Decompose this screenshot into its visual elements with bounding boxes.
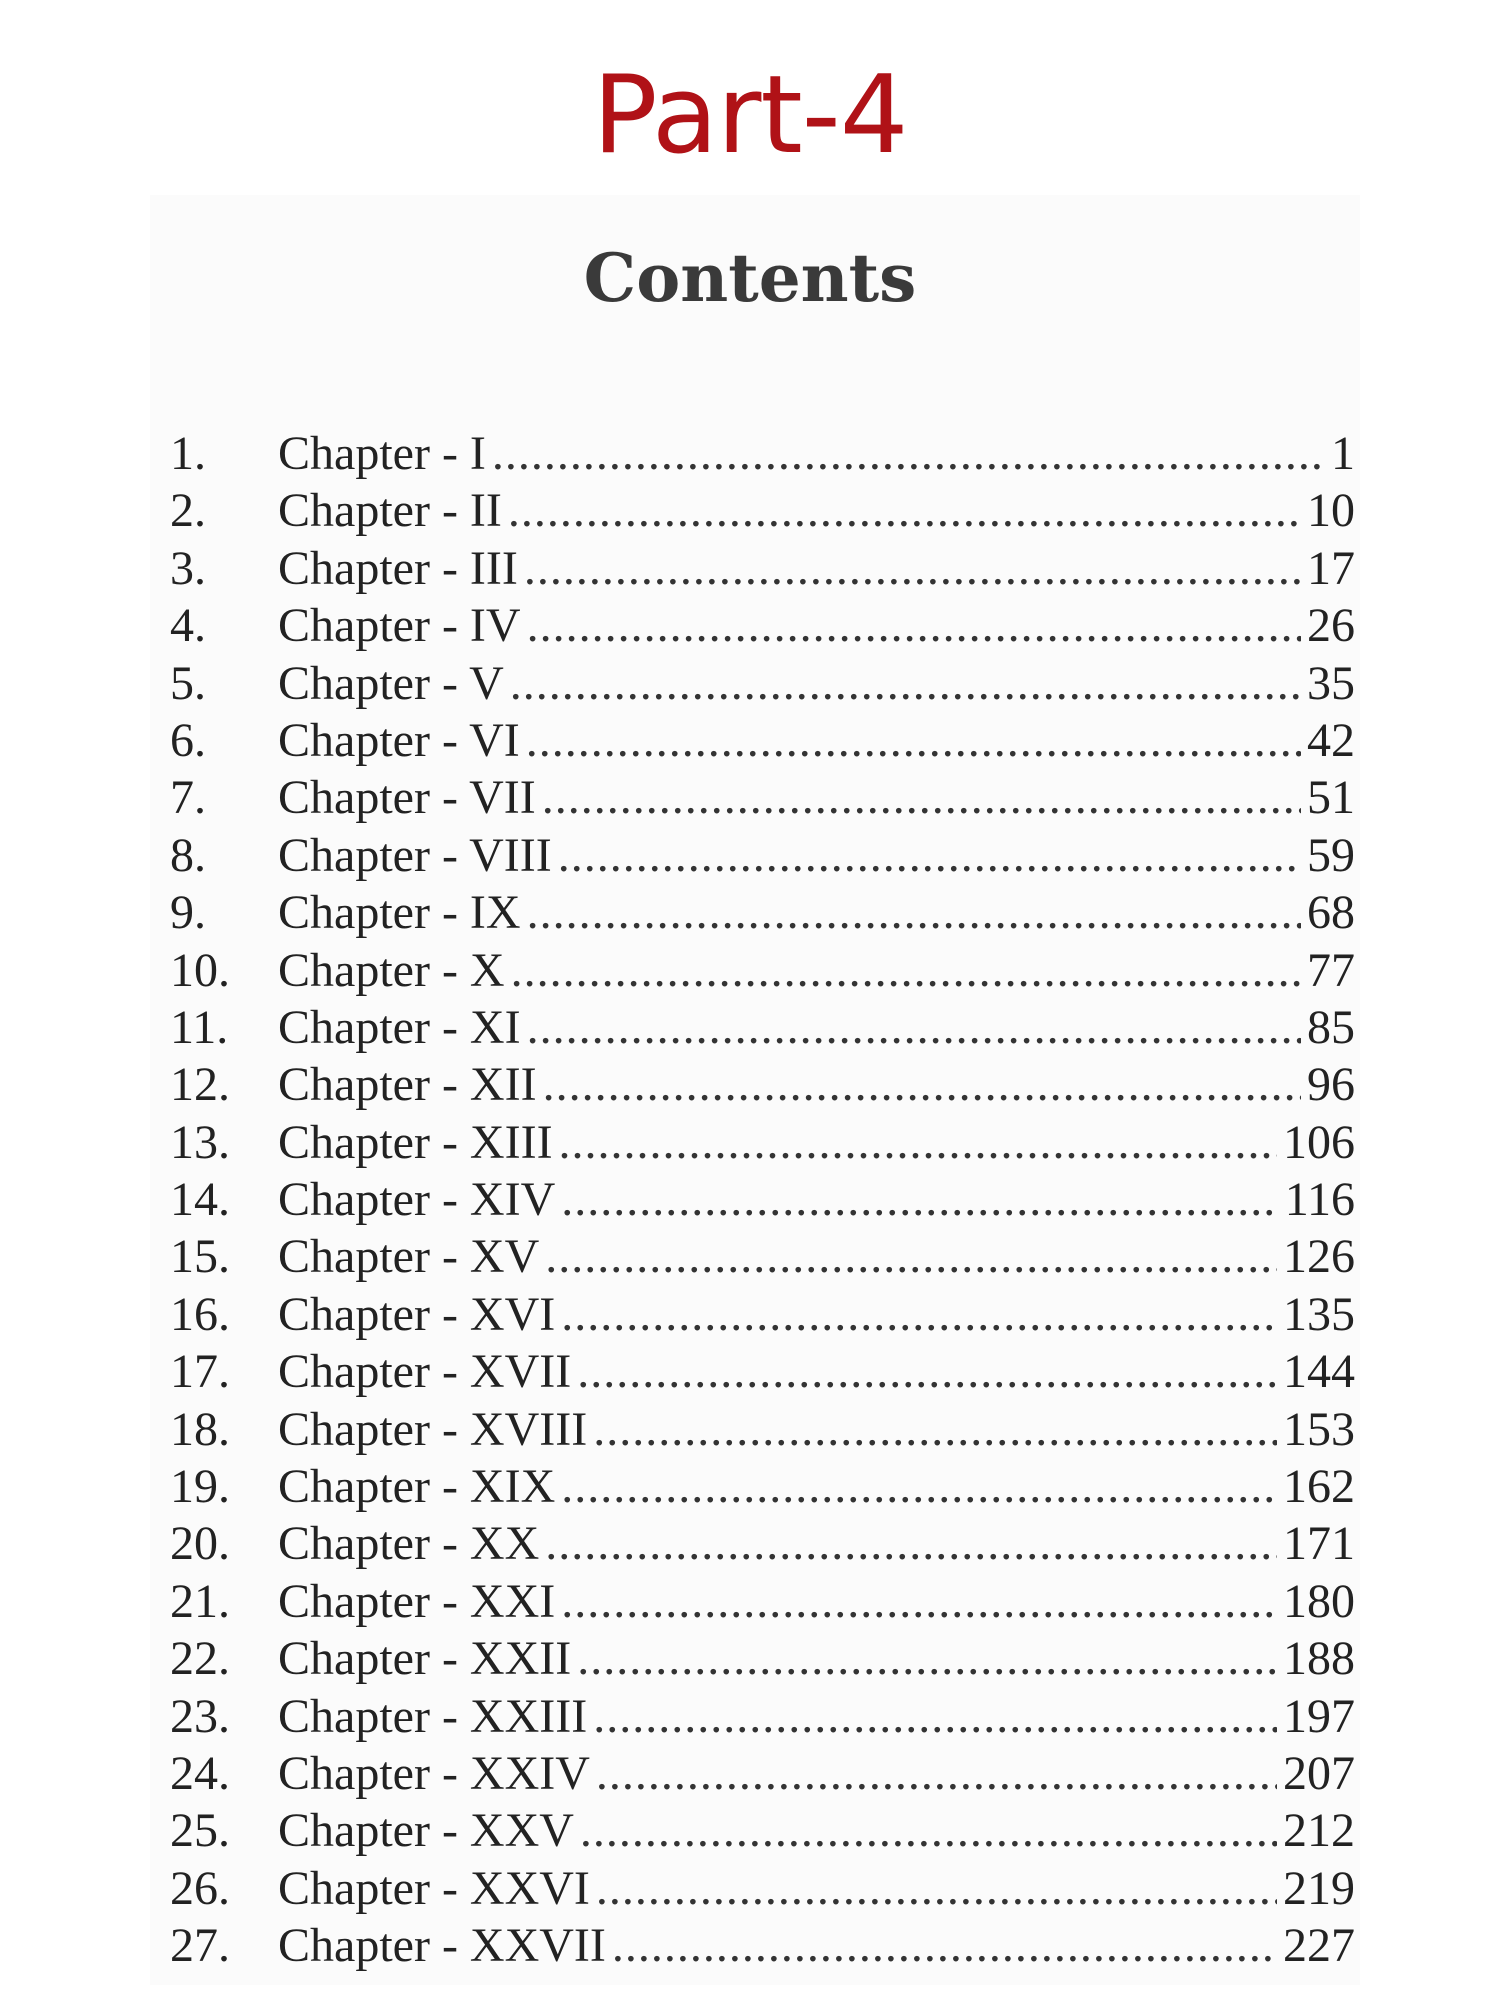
toc-dot-leader <box>593 1688 1277 1745</box>
toc-entry <box>170 425 1355 482</box>
toc-entry-page-number: 96 <box>1307 1058 1355 1112</box>
toc-dot-leader <box>526 712 1301 769</box>
toc-entry-title: Chapter - XIX <box>278 1460 556 1514</box>
toc-entry <box>170 1056 1355 1113</box>
toc-entry-number: 7. <box>170 771 206 825</box>
toc-entry <box>170 482 1355 539</box>
contents-heading <box>0 239 1500 317</box>
toc-entry <box>170 1114 1355 1171</box>
toc-entry <box>170 712 1355 769</box>
toc-entry-number: 1. <box>170 427 206 480</box>
toc-entry-number: 14. <box>170 1173 230 1227</box>
toc-entry-title: Chapter - XXV <box>278 1804 574 1858</box>
toc-entry <box>170 1515 1355 1572</box>
toc-entry-page-number: 135 <box>1283 1287 1355 1341</box>
toc-entry-title: Chapter - III <box>278 541 518 595</box>
toc-dot-leader <box>561 1171 1279 1228</box>
contents-heading-text: Contents <box>583 239 917 317</box>
toc-entry-title: Chapter - I <box>278 427 486 480</box>
toc-dot-leader <box>596 1745 1277 1802</box>
toc-entry <box>170 1286 1355 1343</box>
toc-entry-page-number: 227 <box>1283 1919 1355 1973</box>
toc-entry-title: Chapter - XXIV <box>278 1746 590 1800</box>
toc-dot-leader <box>510 655 1301 712</box>
toc-entry-page-number: 144 <box>1283 1345 1355 1399</box>
toc-dot-leader <box>508 482 1301 539</box>
toc-entry-number: 21. <box>170 1574 230 1628</box>
toc-entry-number: 12. <box>170 1058 230 1112</box>
toc-entry <box>170 540 1355 597</box>
toc-entry-number: 9. <box>170 886 206 940</box>
toc-entry-page-number: 180 <box>1283 1574 1355 1628</box>
toc-entry <box>170 1688 1355 1745</box>
toc-entry-number: 22. <box>170 1632 230 1686</box>
toc-entry-number: 15. <box>170 1230 230 1284</box>
toc-entry <box>170 597 1355 654</box>
toc-entry <box>170 1401 1355 1458</box>
toc-entry-number: 27. <box>170 1919 230 1973</box>
toc-dot-leader <box>596 1860 1277 1917</box>
toc-entry <box>170 655 1355 712</box>
toc-entry-number: 26. <box>170 1861 230 1915</box>
toc-entry-page-number: 171 <box>1283 1517 1355 1571</box>
toc-entry-page-number: 212 <box>1283 1804 1355 1858</box>
toc-entry-title: Chapter - XVII <box>278 1345 572 1399</box>
toc-dot-leader <box>561 1458 1277 1515</box>
toc-entry-page-number: 126 <box>1283 1230 1355 1284</box>
table-of-contents <box>170 425 1355 1975</box>
toc-entry-page-number: 153 <box>1283 1402 1355 1456</box>
toc-entry-number: 16. <box>170 1287 230 1341</box>
toc-entry-page-number: 17 <box>1307 541 1355 595</box>
toc-entry-number: 10. <box>170 943 230 997</box>
toc-entry-title: Chapter - XIII <box>278 1115 553 1169</box>
toc-entry-page-number: 10 <box>1307 484 1355 538</box>
toc-entry-title: Chapter - VI <box>278 713 520 767</box>
toc-entry-page-number: 42 <box>1307 713 1355 767</box>
toc-entry-number: 11. <box>170 1000 229 1054</box>
toc-entry-title: Chapter - XXVI <box>278 1861 590 1915</box>
toc-entry-number: 13. <box>170 1115 230 1169</box>
toc-entry <box>170 999 1355 1056</box>
toc-entry-page-number: 188 <box>1283 1632 1355 1686</box>
toc-entry-number: 4. <box>170 599 206 653</box>
toc-entry-number: 17. <box>170 1345 230 1399</box>
toc-entry-page-number: 85 <box>1307 1000 1355 1054</box>
toc-entry-page-number: 26 <box>1307 599 1355 653</box>
toc-entry-page-number: 35 <box>1307 656 1355 710</box>
toc-entry-page-number: 116 <box>1284 1173 1355 1227</box>
toc-entry-title: Chapter - XI <box>278 1000 521 1054</box>
toc-dot-leader <box>559 1114 1277 1171</box>
toc-entry-number: 2. <box>170 484 206 538</box>
toc-entry-number: 6. <box>170 713 206 767</box>
toc-entry-title: Chapter - XIV <box>278 1173 556 1227</box>
toc-entry-title: Chapter - VII <box>278 771 536 825</box>
part-title: Part-4 <box>592 53 908 178</box>
toc-entry-page-number: 77 <box>1307 943 1355 997</box>
toc-entry-number: 5. <box>170 656 206 710</box>
toc-entry-page-number: 162 <box>1283 1460 1355 1514</box>
toc-dot-leader <box>524 540 1301 597</box>
toc-entry-number: 20. <box>170 1517 230 1571</box>
toc-entry <box>170 1171 1355 1228</box>
toc-entry <box>170 884 1355 941</box>
toc-entry-number: 8. <box>170 828 206 882</box>
toc-entry <box>170 1917 1355 1974</box>
toc-entry-title: Chapter - II <box>278 484 502 538</box>
toc-entry <box>170 1573 1355 1630</box>
toc-dot-leader <box>527 884 1301 941</box>
toc-dot-leader <box>577 1343 1277 1400</box>
toc-entry-title: Chapter - IV <box>278 599 521 653</box>
toc-entry-number: 24. <box>170 1746 230 1800</box>
toc-dot-leader <box>561 1286 1277 1343</box>
toc-entry <box>170 1745 1355 1802</box>
toc-dot-leader <box>545 1515 1277 1572</box>
toc-entry <box>170 1228 1355 1285</box>
toc-entry <box>170 1802 1355 1859</box>
toc-entry-title: Chapter - XVIII <box>278 1402 588 1456</box>
toc-entry-page-number: 106 <box>1283 1115 1355 1169</box>
toc-entry <box>170 1860 1355 1917</box>
toc-entry-page-number: 51 <box>1307 771 1355 825</box>
toc-dot-leader <box>527 999 1301 1056</box>
toc-entry-title: Chapter - XX <box>278 1517 540 1571</box>
toc-dot-leader <box>558 827 1301 884</box>
toc-entry-title: Chapter - V <box>278 656 504 710</box>
toc-dot-leader <box>543 1056 1301 1113</box>
toc-entry-number: 23. <box>170 1689 230 1743</box>
toc-entry-title: Chapter - XXVII <box>278 1919 606 1973</box>
toc-entry-title: Chapter - IX <box>278 886 521 940</box>
toc-dot-leader <box>561 1573 1277 1630</box>
toc-entry-title: Chapter - XXI <box>278 1574 556 1628</box>
toc-dot-leader <box>492 425 1325 482</box>
toc-dot-leader <box>545 1228 1277 1285</box>
toc-dot-leader <box>527 597 1301 654</box>
toc-entry <box>170 1458 1355 1515</box>
toc-entry-number: 18. <box>170 1402 230 1456</box>
toc-entry <box>170 827 1355 884</box>
toc-entry-page-number: 59 <box>1307 828 1355 882</box>
toc-entry-page-number: 68 <box>1307 886 1355 940</box>
toc-entry-number: 25. <box>170 1804 230 1858</box>
toc-entry-page-number: 207 <box>1283 1746 1355 1800</box>
toc-dot-leader <box>511 942 1301 999</box>
toc-entry-title: Chapter - XXIII <box>278 1689 588 1743</box>
toc-entry-title: Chapter - X <box>278 943 505 997</box>
toc-dot-leader <box>542 769 1301 826</box>
toc-entry-title: Chapter - XII <box>278 1058 537 1112</box>
toc-entry-title: Chapter - XV <box>278 1230 540 1284</box>
toc-entry <box>170 769 1355 826</box>
toc-entry-page-number: 197 <box>1283 1689 1355 1743</box>
toc-dot-leader <box>593 1401 1277 1458</box>
toc-entry-page-number: 219 <box>1283 1861 1355 1915</box>
toc-entry <box>170 1630 1355 1687</box>
toc-entry-title: Chapter - XXII <box>278 1632 572 1686</box>
toc-dot-leader <box>612 1917 1277 1974</box>
toc-entry-title: Chapter - XVI <box>278 1287 556 1341</box>
toc-dot-leader <box>577 1630 1277 1687</box>
toc-entry-page-number: 1 <box>1331 427 1355 480</box>
toc-entry <box>170 942 1355 999</box>
toc-entry-title: Chapter - VIII <box>278 828 552 882</box>
toc-dot-leader <box>580 1802 1277 1859</box>
toc-entry <box>170 1343 1355 1400</box>
toc-entry-number: 3. <box>170 541 206 595</box>
toc-entry-number: 19. <box>170 1460 230 1514</box>
